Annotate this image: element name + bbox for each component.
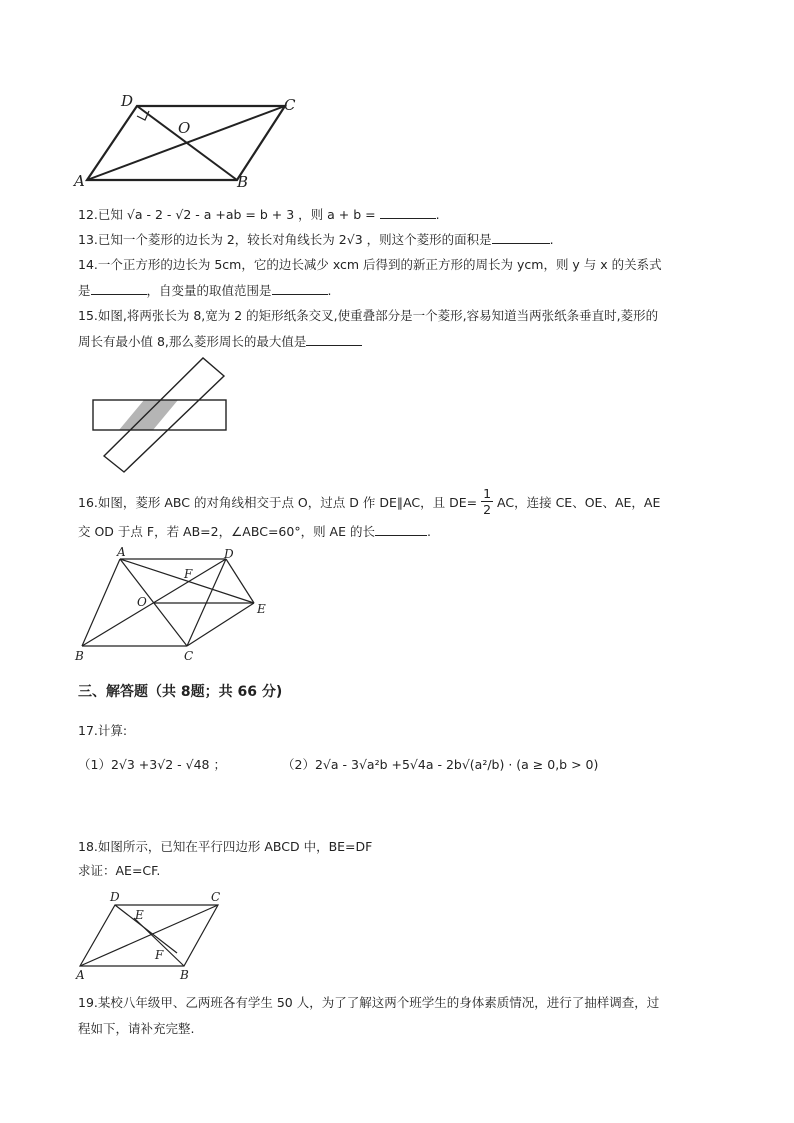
label-c: C	[211, 890, 221, 904]
question-16-line2	[78, 522, 431, 541]
question-17-part1: （1）2√3 +3√2 - √48 ；	[78, 757, 226, 772]
segment-de	[226, 559, 254, 603]
label-a: A	[117, 545, 126, 559]
label-b: B	[237, 173, 249, 190]
label-b: B	[75, 649, 84, 663]
label-d: D	[121, 92, 134, 110]
label-f: F	[184, 567, 193, 581]
label-d: D	[224, 547, 234, 561]
question-16-line1	[78, 488, 660, 519]
diagonal-bd	[137, 106, 237, 180]
q12-expr: √a - 2 - √2 - a	[126, 207, 212, 222]
question-18-line1: 18.如图所示，已知在平行四边形 ABCD 中，BE=DF	[78, 839, 373, 854]
q12-prefix: 12.已知	[78, 207, 123, 222]
diagonal-ac	[80, 905, 218, 966]
figure-parallelogram-q18	[72, 885, 232, 980]
rhombus-overlap	[119, 400, 178, 430]
figure-crossed-strips-q15	[88, 356, 238, 476]
figure-parallelogram-q11	[70, 90, 310, 190]
question-14-line2	[78, 281, 332, 300]
q13-text: 13.已知一个菱形的边长为 2，较长对角线长为	[78, 232, 335, 247]
question-12	[78, 205, 440, 224]
question-17-title: 17.计算:	[78, 723, 128, 738]
fraction-one-half	[481, 486, 493, 517]
label-c: C	[184, 649, 194, 663]
q14-line2-a: 是	[78, 283, 91, 298]
label-d: D	[110, 890, 120, 904]
q14-blank-range[interactable]	[272, 281, 328, 295]
question-19-line1: 19.某校八年级甲、乙两班各有学生 50 人，为了了解这两个班学生的身体素质情况，进行了抽样调查，过	[78, 995, 660, 1010]
label-e: E	[257, 602, 266, 616]
q16-line2-text: 交 OD 于点 F，若 AB=2，∠ABC=60°，则 AE 的长	[78, 524, 375, 539]
q14-blank-relation[interactable]	[91, 281, 147, 295]
label-o: O	[178, 119, 191, 137]
q15-answer-blank[interactable]	[306, 332, 362, 346]
q13-end: .	[549, 232, 554, 247]
figure-rhombus-q16	[72, 544, 277, 664]
label-a: A	[76, 968, 85, 980]
label-b: B	[180, 968, 189, 980]
q14-line2-b: ，自变量的取值范围是	[146, 283, 272, 298]
label-e: E	[135, 908, 144, 922]
question-13	[78, 230, 554, 249]
label-o: O	[137, 595, 147, 609]
q12-tail: +ab = b + 3 ，则 a + b =	[215, 207, 376, 222]
section-3-heading: 三、解答题（共 8题；共 66 分)	[78, 684, 283, 700]
q12-answer-blank[interactable]	[380, 205, 436, 219]
q13-value: 2√3	[338, 232, 363, 247]
q16-line1-b: AC，连接 CE、OE、AE，AE	[497, 495, 661, 510]
q15-line2-text: 周长有最小值 8,那么菱形周长的最大值是	[78, 334, 307, 349]
frac-numerator: 1	[483, 486, 492, 501]
q12-end: .	[435, 207, 440, 222]
q16-answer-blank[interactable]	[375, 522, 427, 536]
question-19-line2: 程如下，请补充完整.	[78, 1021, 195, 1036]
segment-ab	[82, 559, 120, 646]
question-14-line1: 14.一个正方形的边长为 5cm，它的边长减少 xcm 后得到的新正方形的周长为 ycm，则 y 与 x 的关系式	[78, 257, 662, 272]
question-15-line2	[78, 332, 362, 351]
label-f: F	[155, 948, 164, 962]
frac-denominator: 2	[483, 502, 492, 517]
q14-end: .	[327, 283, 332, 298]
label-a: A	[74, 172, 85, 190]
question-18-line2: 求证：AE=CF.	[78, 863, 161, 878]
q16-line1-a: 16.如图，菱形 ABC 的对角线相交于点 O，过点 D 作 DE∥AC，且 DE=	[78, 495, 478, 510]
q13-answer-blank[interactable]	[492, 230, 550, 244]
question-17-part2: （2）2√a - 3√a²b +5√4a - 2b√(a²/b) · (a ≥ 0,b > 0)	[282, 757, 599, 772]
label-c: C	[284, 96, 296, 114]
q13-tail: ，则这个菱形的面积是	[366, 232, 492, 247]
q16-end: .	[426, 524, 431, 539]
question-15-line1: 15.如图,将两张长为 8,宽为 2 的矩形纸条交叉,使重叠部分是一个菱形,容易知道当两张纸条垂直时,菱形的	[78, 308, 659, 323]
